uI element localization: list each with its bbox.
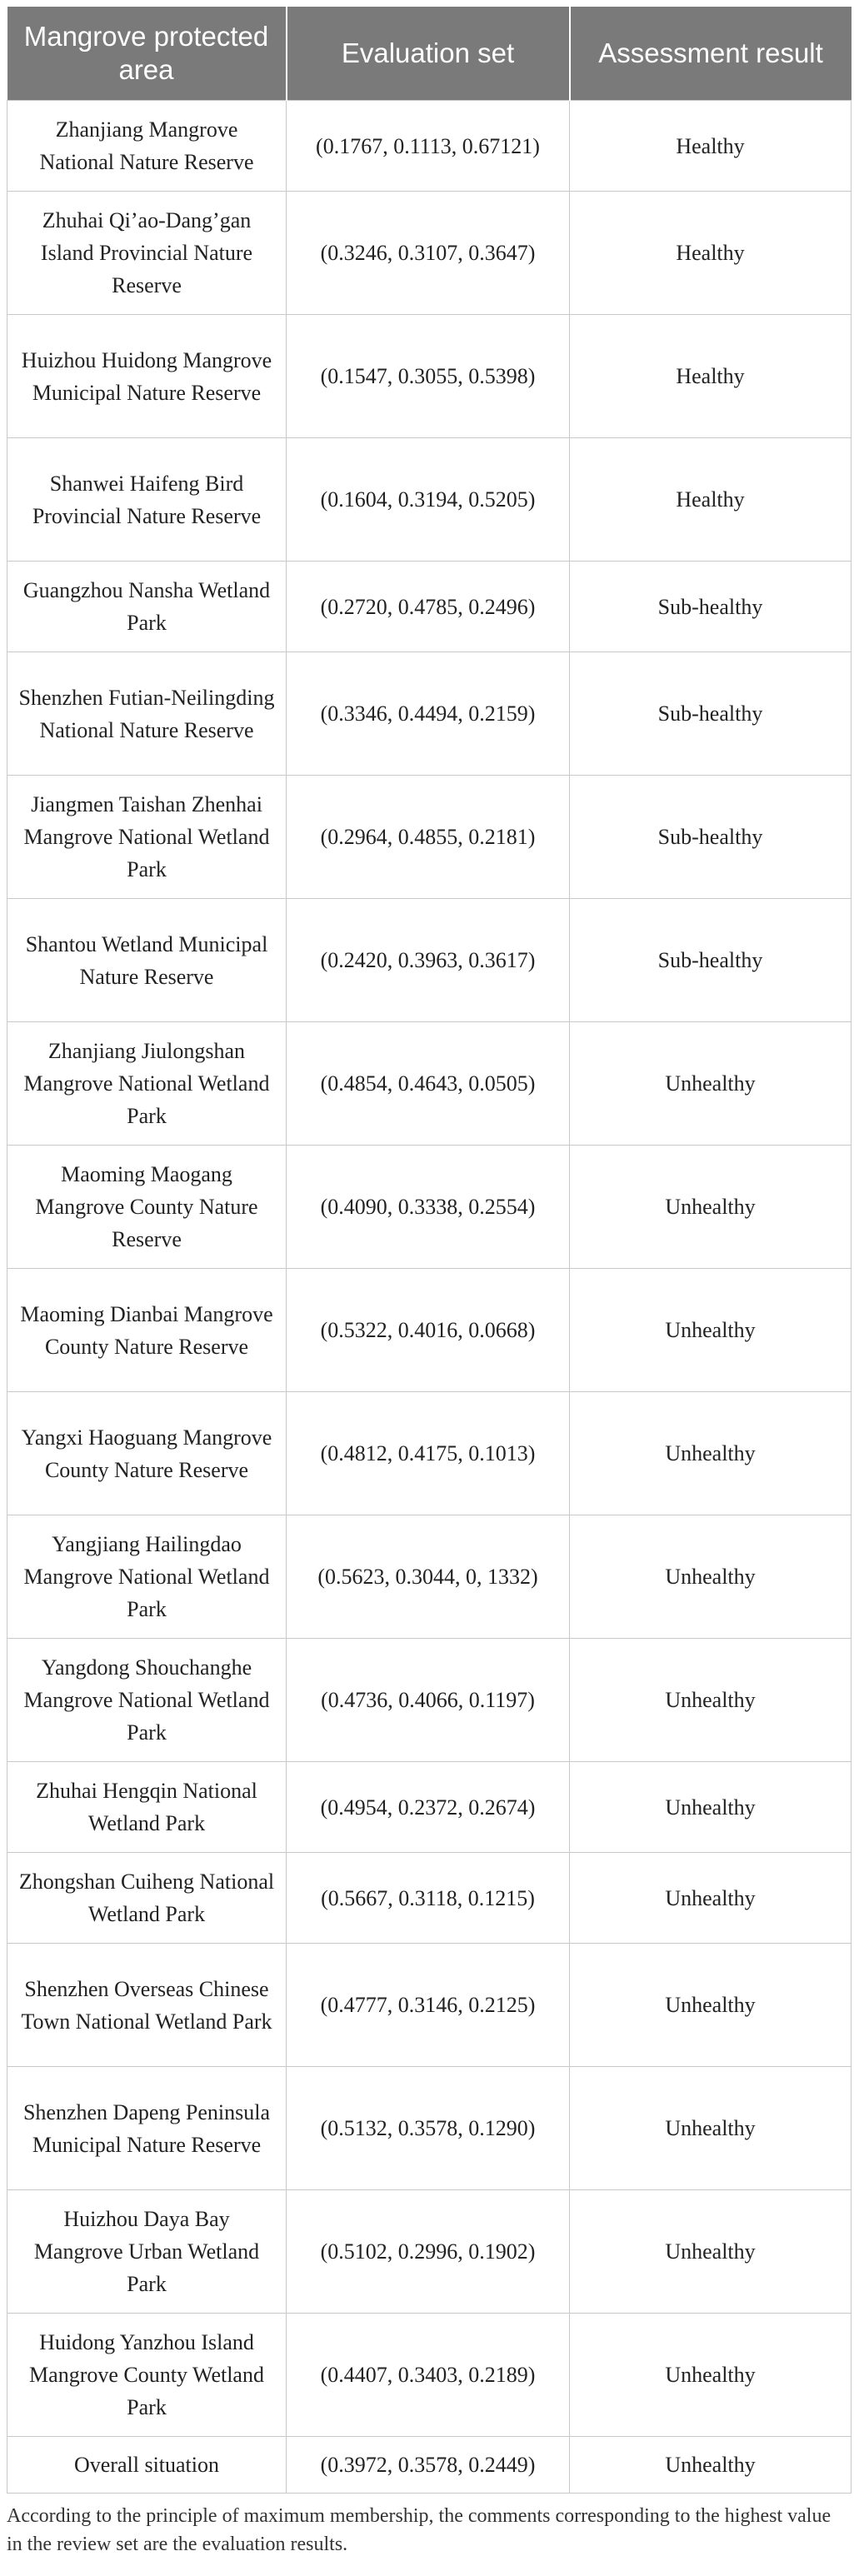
cell-result: Unhealthy <box>570 1639 852 1762</box>
table-row <box>7 776 852 899</box>
cell-area: Maoming Dianbai Mangrove County Nature Reserve <box>7 1269 287 1392</box>
table-row <box>7 1146 852 1269</box>
table-row <box>7 1392 852 1515</box>
cell-result: Unhealthy <box>570 2067 852 2190</box>
header-protected-area: Mangrove protected area <box>7 7 287 101</box>
cell-evaluation-set: (0.4090, 0.3338, 0.2554) <box>287 1146 570 1269</box>
table-row <box>7 1853 852 1944</box>
cell-evaluation-set: (0.1547, 0.3055, 0.5398) <box>287 315 570 438</box>
cell-area: Zhanjiang Mangrove National Nature Reserve <box>7 101 287 192</box>
cell-result: Unhealthy <box>570 1944 852 2067</box>
table-row <box>7 101 852 192</box>
cell-area: Maoming Maogang Mangrove County Nature Reserve <box>7 1146 287 1269</box>
cell-result: Sub-healthy <box>570 562 852 652</box>
assessment-table <box>7 7 852 2494</box>
cell-evaluation-set: (0.2420, 0.3963, 0.3617) <box>287 899 570 1022</box>
header-assessment-result: Assessment result <box>570 7 852 101</box>
cell-evaluation-set: (0.3346, 0.4494, 0.2159) <box>287 652 570 776</box>
cell-result: Unhealthy <box>570 1853 852 1944</box>
table-row <box>7 1269 852 1392</box>
cell-result: Unhealthy <box>570 1392 852 1515</box>
cell-evaluation-set: (0.4954, 0.2372, 0.2674) <box>287 1762 570 1853</box>
cell-area: Shenzhen Futian-Neilingding National Nature Reserve <box>7 652 287 776</box>
cell-evaluation-set: (0.1604, 0.3194, 0.5205) <box>287 438 570 562</box>
table-row <box>7 1639 852 1762</box>
table-row <box>7 899 852 1022</box>
cell-evaluation-set: (0.5623, 0.3044, 0, 1332) <box>287 1515 570 1639</box>
cell-evaluation-set: (0.5667, 0.3118, 0.1215) <box>287 1853 570 1944</box>
cell-result: Unhealthy <box>570 1762 852 1853</box>
table-header <box>7 7 852 101</box>
cell-result: Sub-healthy <box>570 652 852 776</box>
cell-result: Unhealthy <box>570 2437 852 2494</box>
table-row <box>7 2190 852 2314</box>
cell-area: Huidong Yanzhou Island Mangrove County Wetland Park <box>7 2314 287 2437</box>
cell-area: Huizhou Daya Bay Mangrove Urban Wetland Park <box>7 2190 287 2314</box>
cell-result: Unhealthy <box>570 1022 852 1146</box>
table-row <box>7 2314 852 2437</box>
cell-result: Unhealthy <box>570 2314 852 2437</box>
table-footnote: According to the principle of maximum membership, the comments corresponding to the highest value in the review set are the evaluation results. <box>7 2505 832 2555</box>
table-row <box>7 192 852 315</box>
cell-evaluation-set: (0.4777, 0.3146, 0.2125) <box>287 1944 570 2067</box>
table-row <box>7 562 852 652</box>
cell-evaluation-set: (0.5102, 0.2996, 0.1902) <box>287 2190 570 2314</box>
table-row <box>7 1022 852 1146</box>
cell-area: Yangxi Haoguang Mangrove County Nature Reserve <box>7 1392 287 1515</box>
cell-evaluation-set: (0.4854, 0.4643, 0.0505) <box>287 1022 570 1146</box>
table-row <box>7 1515 852 1639</box>
cell-area: Huizhou Huidong Mangrove Municipal Nature Reserve <box>7 315 287 438</box>
table-row <box>7 438 852 562</box>
cell-result: Healthy <box>570 315 852 438</box>
table-row <box>7 1762 852 1853</box>
cell-area: Jiangmen Taishan Zhenhai Mangrove National Wetland Park <box>7 776 287 899</box>
cell-area: Guangzhou Nansha Wetland Park <box>7 562 287 652</box>
cell-evaluation-set: (0.5132, 0.3578, 0.1290) <box>287 2067 570 2190</box>
cell-evaluation-set: (0.3246, 0.3107, 0.3647) <box>287 192 570 315</box>
cell-result: Healthy <box>570 438 852 562</box>
header-evaluation-set: Evaluation set <box>287 7 570 101</box>
cell-result: Sub-healthy <box>570 776 852 899</box>
cell-area: Zhuhai Qi’ao-Dang’gan Island Provincial Nature Reserve <box>7 192 287 315</box>
cell-area: Zhuhai Hengqin National Wetland Park <box>7 1762 287 1853</box>
cell-result: Healthy <box>570 101 852 192</box>
cell-area: Yangjiang Hailingdao Mangrove National Wetland Park <box>7 1515 287 1639</box>
table-row <box>7 2067 852 2190</box>
cell-result: Unhealthy <box>570 1146 852 1269</box>
header-row <box>7 7 852 101</box>
cell-evaluation-set: (0.4812, 0.4175, 0.1013) <box>287 1392 570 1515</box>
cell-result: Sub-healthy <box>570 899 852 1022</box>
cell-area: Zhanjiang Jiulongshan Mangrove National Wetland Park <box>7 1022 287 1146</box>
table-row-overall <box>7 2437 852 2494</box>
cell-area: Shenzhen Dapeng Peninsula Municipal Nature Reserve <box>7 2067 287 2190</box>
cell-area: Yangdong Shouchanghe Mangrove National Wetland Park <box>7 1639 287 1762</box>
cell-evaluation-set: (0.2720, 0.4785, 0.2496) <box>287 562 570 652</box>
table-row <box>7 315 852 438</box>
cell-area: Shanwei Haifeng Bird Provincial Nature Reserve <box>7 438 287 562</box>
table-row <box>7 652 852 776</box>
cell-result: Unhealthy <box>570 1515 852 1639</box>
cell-evaluation-set: (0.2964, 0.4855, 0.2181) <box>287 776 570 899</box>
cell-result: Unhealthy <box>570 2190 852 2314</box>
cell-area: Zhongshan Cuiheng National Wetland Park <box>7 1853 287 1944</box>
cell-area: Shantou Wetland Municipal Nature Reserve <box>7 899 287 1022</box>
cell-result: Healthy <box>570 192 852 315</box>
cell-area: Shenzhen Overseas Chinese Town National Wetland Park <box>7 1944 287 2067</box>
cell-evaluation-set: (0.4736, 0.4066, 0.1197) <box>287 1639 570 1762</box>
cell-evaluation-set: (0.4407, 0.3403, 0.2189) <box>287 2314 570 2437</box>
cell-result: Unhealthy <box>570 1269 852 1392</box>
table-row <box>7 1944 852 2067</box>
cell-evaluation-set: (0.5322, 0.4016, 0.0668) <box>287 1269 570 1392</box>
cell-evaluation-set: (0.3972, 0.3578, 0.2449) <box>287 2437 570 2494</box>
cell-evaluation-set: (0.1767, 0.1113, 0.67121) <box>287 101 570 192</box>
table-body <box>7 101 852 2494</box>
cell-area: Overall situation <box>7 2437 287 2494</box>
